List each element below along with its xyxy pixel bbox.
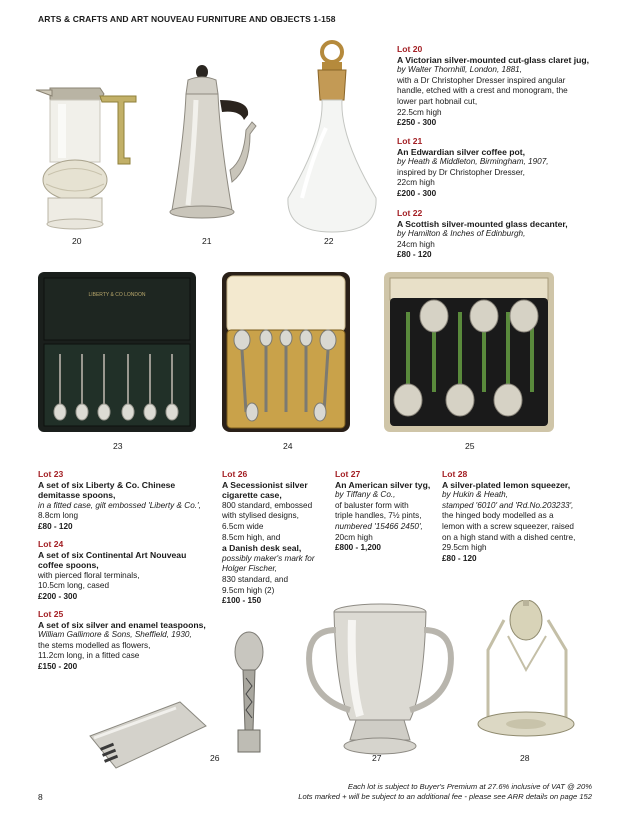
lot-28-price: £80 - 120 bbox=[442, 553, 477, 563]
lot-28-desc-3: on a high stand with a dished centre, bbox=[442, 532, 576, 542]
lot-26-price: £100 - 150 bbox=[222, 596, 262, 606]
lot-26-maker-2: Holger Fischer, bbox=[222, 564, 278, 574]
lot-21-maker: by Heath & Middleton, Birmingham, 1907, bbox=[397, 157, 549, 167]
footer-notes bbox=[298, 782, 592, 802]
caption-20: 20 bbox=[72, 236, 82, 246]
liberty-spoons-case-image bbox=[38, 272, 196, 432]
lot-24-price: £200 - 300 bbox=[38, 591, 78, 601]
lot-20-dimensions: 22.5cm high bbox=[397, 107, 442, 117]
lot-26-desc-3: 830 standard, and bbox=[222, 574, 289, 584]
lot-23-title-1: A set of six Liberty & Co. Chinese bbox=[38, 479, 176, 490]
lot-27-price: £800 - 1,200 bbox=[335, 543, 381, 553]
lot-21 bbox=[397, 136, 607, 200]
lot-25-dimensions: 11.2cm long, in a fitted case bbox=[38, 651, 140, 661]
lot-27-desc-1: of baluster form with bbox=[335, 500, 409, 510]
lot-24-desc-1: with pierced floral terminals, bbox=[38, 570, 140, 580]
lot-21-price: £200 - 300 bbox=[397, 188, 437, 198]
lot-22 bbox=[397, 208, 607, 261]
lot-26-title-3: a Danish desk seal, bbox=[222, 543, 302, 554]
lot-20-number: Lot 20 bbox=[397, 44, 423, 54]
lot-26-dim-1: 6.5cm wide bbox=[222, 521, 264, 531]
lot-28-desc-1: the hinged body modelled as a bbox=[442, 511, 554, 521]
coffee-pot-image bbox=[160, 60, 270, 235]
lot-23-dimensions: 8.8cm long bbox=[38, 511, 79, 521]
lot-25-number: Lot 25 bbox=[38, 609, 64, 619]
lot-28-dimensions: 29.5cm high bbox=[442, 543, 487, 553]
lot-27-maker: by Tiffany & Co., bbox=[335, 490, 396, 500]
lot-27-desc-2: triple handles, 7½ pints, bbox=[335, 511, 422, 521]
lot-23 bbox=[38, 469, 218, 533]
lot-21-title: An Edwardian silver coffee pot, bbox=[397, 146, 525, 157]
lot-23-desc-1: in a fitted case, gilt embossed 'Liberty & Co.', bbox=[38, 500, 201, 510]
lot-26-desc-1: 800 standard, embossed bbox=[222, 500, 313, 510]
lot-20 bbox=[397, 44, 607, 129]
lot-26-dim-2: 8.5cm high, and bbox=[222, 532, 281, 542]
lot-24-dimensions: 10.5cm long, cased bbox=[38, 581, 110, 591]
lot-22-number: Lot 22 bbox=[397, 208, 423, 218]
lot-26-maker-1: possibly maker's mark for bbox=[222, 553, 315, 563]
caption-28: 28 bbox=[520, 753, 530, 763]
claret-jug-image bbox=[30, 80, 140, 235]
lot-24 bbox=[38, 539, 218, 603]
lot-26-desc-2: with stylised designs, bbox=[222, 511, 299, 521]
lot-21-number: Lot 21 bbox=[397, 136, 423, 146]
caption-22: 22 bbox=[324, 236, 334, 246]
lot-20-title: A Victorian silver-mounted cut-glass claret jug, bbox=[397, 54, 589, 65]
lot-21-dimensions: 22cm high bbox=[397, 178, 435, 188]
lot-27-numbered: numbered '15466 2450', bbox=[335, 521, 423, 531]
lot-21-desc-1: inspired by Dr Christopher Dresser, bbox=[397, 167, 525, 177]
cigarette-case-image bbox=[80, 696, 210, 774]
lot-28-stamp: stamped '6010' and 'Rd.No.203233', bbox=[442, 500, 574, 510]
lot-20-desc-1: with a Dr Christopher Dresser inspired angular bbox=[397, 75, 566, 85]
lot-28-title: A silver-plated lemon squeezer, bbox=[442, 479, 571, 490]
case-lid-text: LIBERTY & CO LONDON bbox=[88, 292, 146, 298]
footer-line-2: Lots marked + will be subject to an additional fee - please see ARR details on page 152 bbox=[298, 792, 592, 801]
caption-27: 27 bbox=[372, 753, 382, 763]
lot-26 bbox=[222, 469, 332, 607]
lot-22-dimensions: 24cm high bbox=[397, 239, 435, 249]
footer-line-1: Each lot is subject to Buyer's Premium at 27.6% inclusive of VAT @ 20% bbox=[347, 782, 592, 791]
lot-20-price: £250 - 300 bbox=[397, 118, 437, 128]
lot-27-title: An American silver tyg, bbox=[335, 479, 431, 490]
lot-25-maker: William Gallimore & Sons, Sheffield, 1930, bbox=[38, 630, 192, 640]
lemon-squeezer-image bbox=[474, 600, 584, 750]
lot-28-number: Lot 28 bbox=[442, 469, 468, 479]
caption-26: 26 bbox=[210, 753, 220, 763]
lot-25-price: £150 - 200 bbox=[38, 661, 78, 671]
lot-22-price: £80 - 120 bbox=[397, 250, 432, 260]
caption-21: 21 bbox=[202, 236, 212, 246]
page-number: 8 bbox=[38, 792, 43, 802]
lot-25 bbox=[38, 609, 228, 673]
caption-23: 23 bbox=[113, 441, 123, 451]
lot-27-dimensions: 20cm high bbox=[335, 532, 373, 542]
lot-25-title: A set of six silver and enamel teaspoons, bbox=[38, 619, 206, 630]
art-nouveau-spoons-case-image bbox=[222, 272, 350, 432]
lot-20-desc-3: lower part hobnail cut, bbox=[397, 96, 478, 106]
lot-24-title-2: coffee spoons, bbox=[38, 560, 99, 571]
lot-20-desc-2: handle, etched with a crest and monogram, the bbox=[397, 86, 568, 96]
lot-24-title-1: A set of six Continental Art Nouveau bbox=[38, 549, 187, 560]
lot-26-dim-3: 9.5cm high (2) bbox=[222, 585, 275, 595]
lot-23-price: £80 - 120 bbox=[38, 521, 73, 531]
enamel-teaspoons-case-image bbox=[384, 272, 554, 432]
lot-23-title-2: demitasse spoons, bbox=[38, 490, 116, 501]
page-header: ARTS & CRAFTS AND ART NOUVEAU FURNITURE AND OBJECTS 1-158 bbox=[38, 14, 336, 24]
lot-28-maker: by Hukin & Heath, bbox=[442, 490, 508, 500]
decanter-image bbox=[282, 38, 382, 238]
lot-26-number: Lot 26 bbox=[222, 469, 248, 479]
lot-24-number: Lot 24 bbox=[38, 539, 64, 549]
lot-28 bbox=[442, 469, 602, 564]
lot-27-number: Lot 27 bbox=[335, 469, 361, 479]
silver-tyg-image bbox=[300, 600, 460, 760]
desk-seal-image bbox=[226, 630, 272, 760]
lot-20-maker: by Walter Thornhill, London, 1881, bbox=[397, 65, 523, 75]
lot-26-title-2: cigarette case, bbox=[222, 490, 282, 501]
lot-25-desc-1: the stems modelled as flowers, bbox=[38, 640, 151, 650]
lot-26-title-1: A Secessionist silver bbox=[222, 479, 308, 490]
lot-23-number: Lot 23 bbox=[38, 469, 64, 479]
lot-22-title: A Scottish silver-mounted glass decanter, bbox=[397, 218, 568, 229]
lot-28-desc-2: lemon with a screw squeezer, raised bbox=[442, 521, 574, 531]
lot-22-maker: by Hamilton & Inches of Edinburgh, bbox=[397, 229, 526, 239]
lot-27 bbox=[335, 469, 440, 554]
caption-25: 25 bbox=[465, 441, 475, 451]
caption-24: 24 bbox=[283, 441, 293, 451]
